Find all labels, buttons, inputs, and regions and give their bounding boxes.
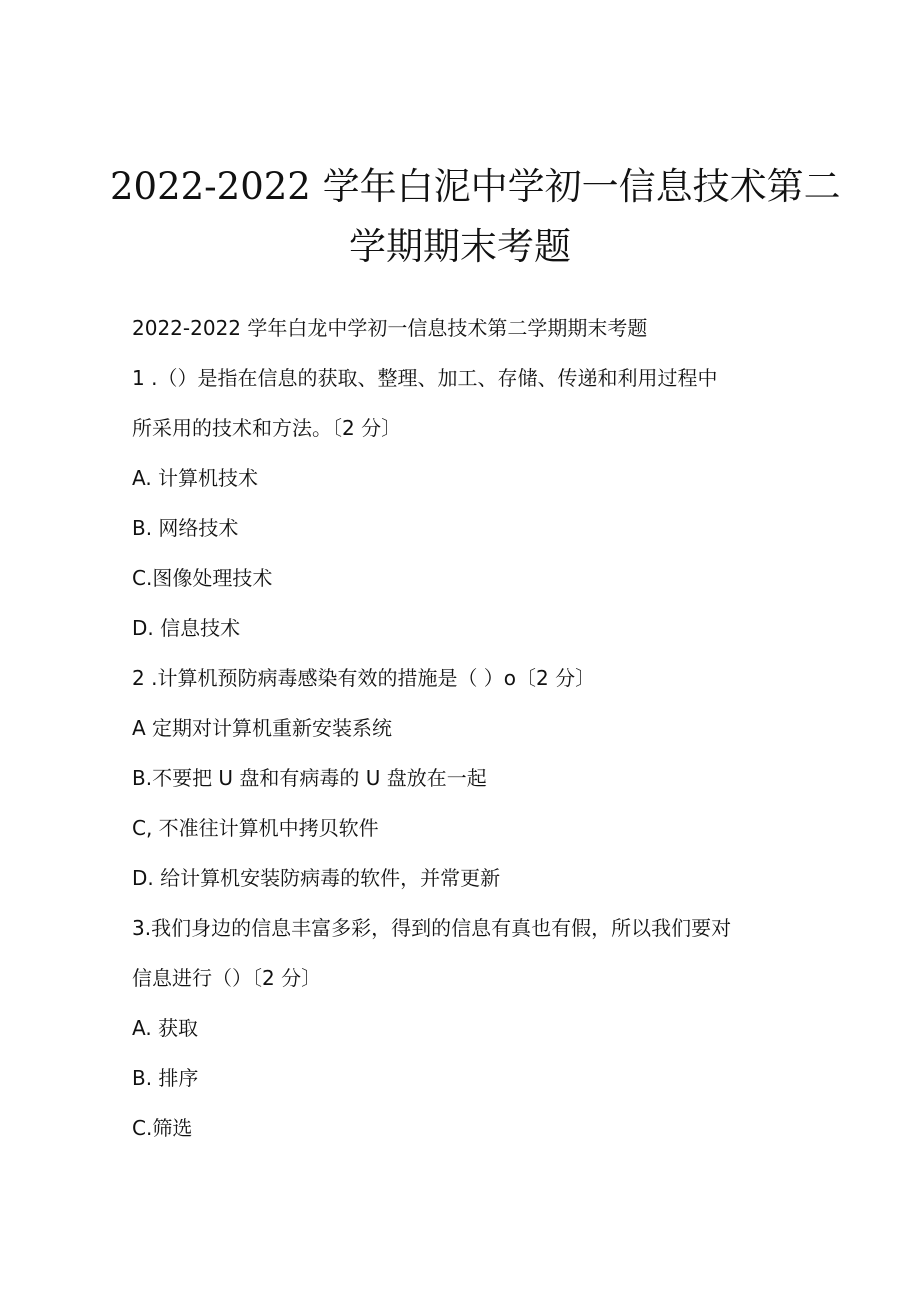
question-1-option-c: C.图像处理技术 [132,566,273,590]
question-1-option-d: D. 信息技术 [132,616,241,640]
question-2-option-a: A 定期对计算机重新安装系统 [132,716,393,740]
question-3-option-b: B. 排序 [132,1066,199,1090]
question-2-option-d: D. 给计算机安装防病毒的软件，并常更新 [132,866,501,890]
question-3-option-c: C.筛选 [132,1116,193,1140]
question-3-line-2: 信息进行（）〔2 分〕 [132,966,322,990]
question-2-option-b: B.不要把 U 盘和有病毒的 U 盘放在一起 [132,766,487,790]
question-1-line-2: 所采用的技术和方法。〔2 分〕 [132,416,402,440]
question-2-option-c: C, 不准往计算机中拷贝软件 [132,816,379,840]
question-1-option-b: B. 网络技术 [132,516,239,540]
document-title-line-2: 学期期末考题 [349,225,571,268]
question-1-option-a: A. 计算机技术 [132,466,259,490]
question-3-option-a: A. 获取 [132,1016,199,1040]
question-3-line-1: 3.我们身边的信息丰富多彩，得到的信息有真也有假，所以我们要对 [132,916,732,940]
document-subtitle: 2022-2022 学年白龙中学初一信息技术第二学期期末考题 [132,316,648,340]
question-1-line-1: 1 .（）是指在信息的获取、整理、加工、存储、传递和利用过程中 [132,366,718,390]
question-2-line-1: 2 .计算机预防病毒感染有效的措施是（ ）o〔2 分〕 [132,666,596,690]
document-title-line-1: 2022-2022 学年白泥中学初一信息技术第二 [110,165,841,208]
